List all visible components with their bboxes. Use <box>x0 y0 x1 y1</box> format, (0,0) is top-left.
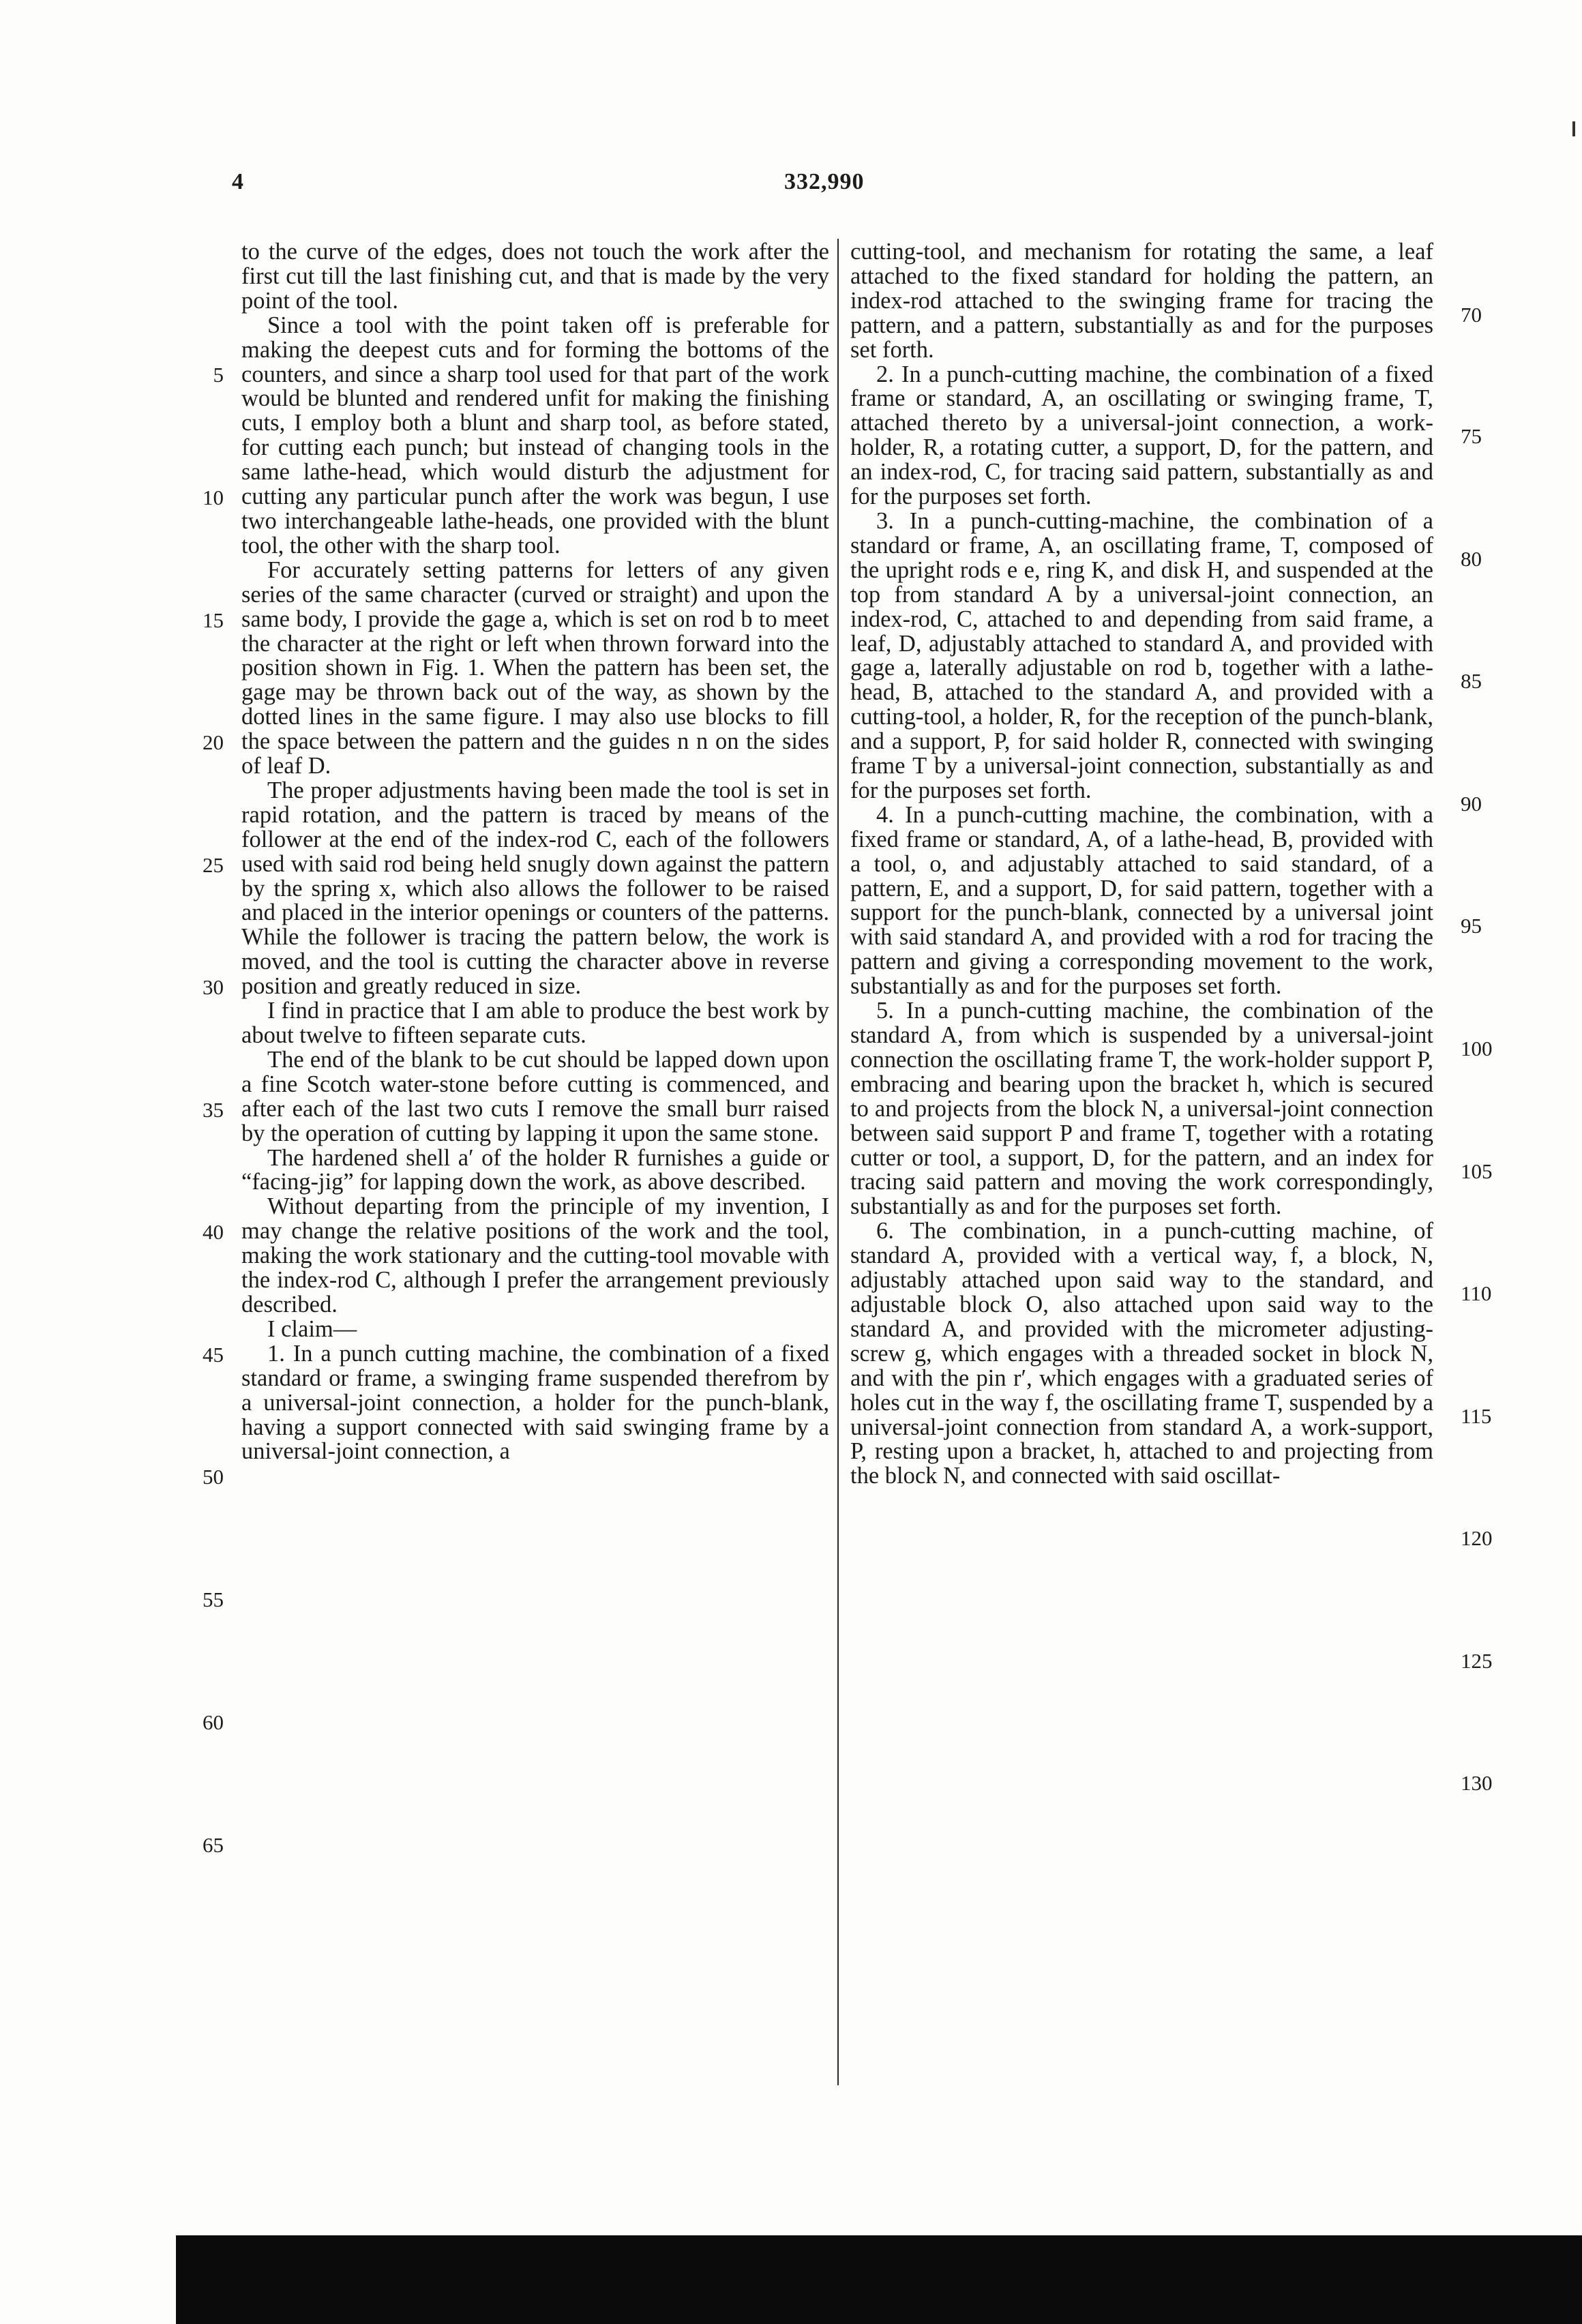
line-number: 80 <box>1461 547 1482 571</box>
paragraph: The hardened shell a′ of the holder R furnishes a guide or “facing-jig” for lapping down the work, as above described. <box>241 1144 829 1195</box>
line-number: 50 <box>203 1465 224 1489</box>
line-number: 115 <box>1461 1404 1492 1428</box>
line-number: 5 <box>213 363 224 387</box>
paragraph: The proper adjustments having been made the tool is set in rapid rotation, and the pattern is traced by means of the follower at the end of the index-rod C, each of the followers used with said rod being held snugly down against the pattern by the spring x, which also allows the follower to be raised and placed in the interior openings or counters of the patterns. While the follower is tracing the pattern below, the work is moved, and the tool is cutting the character above in reverse position and greatly reduced in size. <box>241 777 829 1000</box>
line-number: 130 <box>1461 1771 1493 1795</box>
line-number: 70 <box>1461 303 1482 327</box>
line-number: 45 <box>203 1343 224 1367</box>
paragraph: For accurately setting patterns for letters of any given series of the same character (curved or straight) and upon the same body, I provide the gage a, which is set on rod b to meet the character at the right or left when thrown forward into the position shown in Fig. 1. When the pattern has been set, the gage may be thrown back out of the way, as shown by the dotted lines in the same figure. I may also use blocks to fill the space between the pattern and the guides n n on the sides of leaf D. <box>241 556 829 779</box>
scan-bottom-bar <box>176 2235 1582 2324</box>
claim-paragraph: 5. In a punch-cutting machine, the combination of the standard A, from which is suspended by a universal-joint connection the oscillating frame T, the work-holder support P, embracing and bearing upon the bracket h, which is secured to and projects from the block N, a universal-joint connection between said support P and frame T, together with a rotating cutter or tool, a support, D, for the pattern, and an index for tracing said pattern and moving the work correspondingly, substantially as and for the purposes set forth. <box>850 998 1433 1220</box>
claim-paragraph: 4. In a punch-cutting machine, the combination, with a fixed frame or standard, A, of a lathe-head, B, provided with a tool, o, and adjustably attached to said standard, of a pattern, E, and a support, D, for said pattern, together with a support for the punch-blank, connected by a universal joint with said standard A, and provided with a rod for tracing the pattern and giving a corresponding movement to the work, substantially as and for the purposes set forth. <box>850 801 1433 1000</box>
line-number: 90 <box>1461 792 1482 816</box>
line-number: 60 <box>203 1710 224 1734</box>
page-number: 4 <box>232 169 243 194</box>
line-number: 125 <box>1461 1649 1493 1673</box>
paragraph: Without departing from the principle of my invention, I may change the relative positions of the work and the tool, making the work stationary and the cutting-tool movable with the index-rod C, although I prefer the arrangement previously described. <box>241 1193 829 1317</box>
line-number: 110 <box>1461 1281 1492 1305</box>
line-number: 95 <box>1461 914 1482 938</box>
column-divider <box>837 239 839 2085</box>
paragraph: to the curve of the edges, does not touch the work after the first cut till the last finishing cut, and that is made by the very point of the tool. <box>241 239 829 314</box>
line-number: 55 <box>203 1588 224 1611</box>
line-number: 10 <box>203 486 224 509</box>
line-number: 100 <box>1461 1037 1493 1060</box>
paragraph: The end of the blank to be cut should be lapped down upon a fine Scotch water-stone before cutting is commenced, and after each of the last two cuts I remove the small burr raised by the operation of cutting by lapping it upon the same stone. <box>241 1046 829 1146</box>
line-number: 25 <box>203 853 224 877</box>
line-number: 105 <box>1461 1159 1493 1183</box>
paragraph: cutting-tool, and mechanism for rotating the same, a leaf attached to the fixed standard for holding the pattern, an index-rod attached to the swinging frame for tracing the pattern, and a pattern, substantially as and for the purposes set forth. <box>850 239 1433 363</box>
line-number: 40 <box>203 1220 224 1244</box>
claim-paragraph: 3. In a punch-cutting-machine, the combination of a standard or frame, A, an oscillating frame, T, composed of the upright rods e e, ring K, and disk H, and suspended at the top from standard A by a universal-joint connection, an index-rod, C, attached to and depending from said frame, a leaf, D, adjustably attached to standard A, and provided with gage a, laterally adjustable on rod b, together with a lathe-head, B, attached to the standard A, and provided with a cutting-tool, a holder, R, for the reception of the punch-blank, and a support, P, for said holder R, connected with swinging frame T by a universal-joint connection, substantially as and for the purposes set forth. <box>850 507 1433 803</box>
line-number: 15 <box>203 608 224 632</box>
line-number: 65 <box>203 1833 224 1857</box>
line-number: 30 <box>203 975 224 999</box>
scan-edge-mark <box>1572 121 1575 136</box>
claim-paragraph: 6. The combination, in a punch-cutting machine, of standard A, provided with a vertical way, f, a block, N, adjustably attached upon said way to the standard, and adjustable block O, also attached upon said way to the standard A, and provided with the micrometer adjusting-screw g, which engages with a threaded socket in block N, and with the pin r′, which engages with a graduated series of holes cut in the way f, the oscillating frame T, suspended by a universal-joint connection from standard A, a work-support, P, resting upon a bracket, h, attached to and projecting from the block N, and connected with said oscillat- <box>850 1218 1433 1489</box>
claim-paragraph: 1. In a punch cutting machine, the combination of a fixed standard or frame, a swinging frame suspended therefrom by a universal-joint connection, a holder for the punch-blank, having a support connected with said swinging frame by a universal-joint connection, a <box>241 1340 829 1465</box>
paragraph: I find in practice that I am able to produce the best work by about twelve to fifteen separate cuts. <box>241 998 829 1048</box>
line-number: 35 <box>203 1098 224 1122</box>
claim-paragraph: 2. In a punch-cutting machine, the combination of a fixed frame or standard, A, an oscillating or swinging frame, T, attached thereto by a universal-joint connection, a work-holder, R, a rotating cutter, a support, D, for the pattern, and an index-rod, C, for tracing said pattern, substantially as and for the purposes set forth. <box>850 361 1433 510</box>
patent-number: 332,990 <box>784 169 865 194</box>
line-number: 20 <box>203 730 224 754</box>
claim-heading: I claim— <box>267 1315 357 1342</box>
line-number: 75 <box>1461 424 1482 448</box>
line-number: 120 <box>1461 1526 1493 1550</box>
left-column <box>241 240 829 1464</box>
right-column <box>850 240 1433 1489</box>
paragraph: Since a tool with the point taken off is preferable for making the deepest cuts and for forming the bottoms of the counters, and since a sharp tool used for that part of the work would be blunted and rendered unfit for making the finishing cuts, I employ both a blunt and sharp tool, as before stated, for cutting each punch; but instead of changing tools in the same lathe-head, which would disturb the adjustment for cutting any particular punch after the work was begun, I use two interchangeable lathe-heads, one provided with the blunt tool, the other with the sharp tool. <box>241 312 829 558</box>
line-number: 85 <box>1461 669 1482 693</box>
